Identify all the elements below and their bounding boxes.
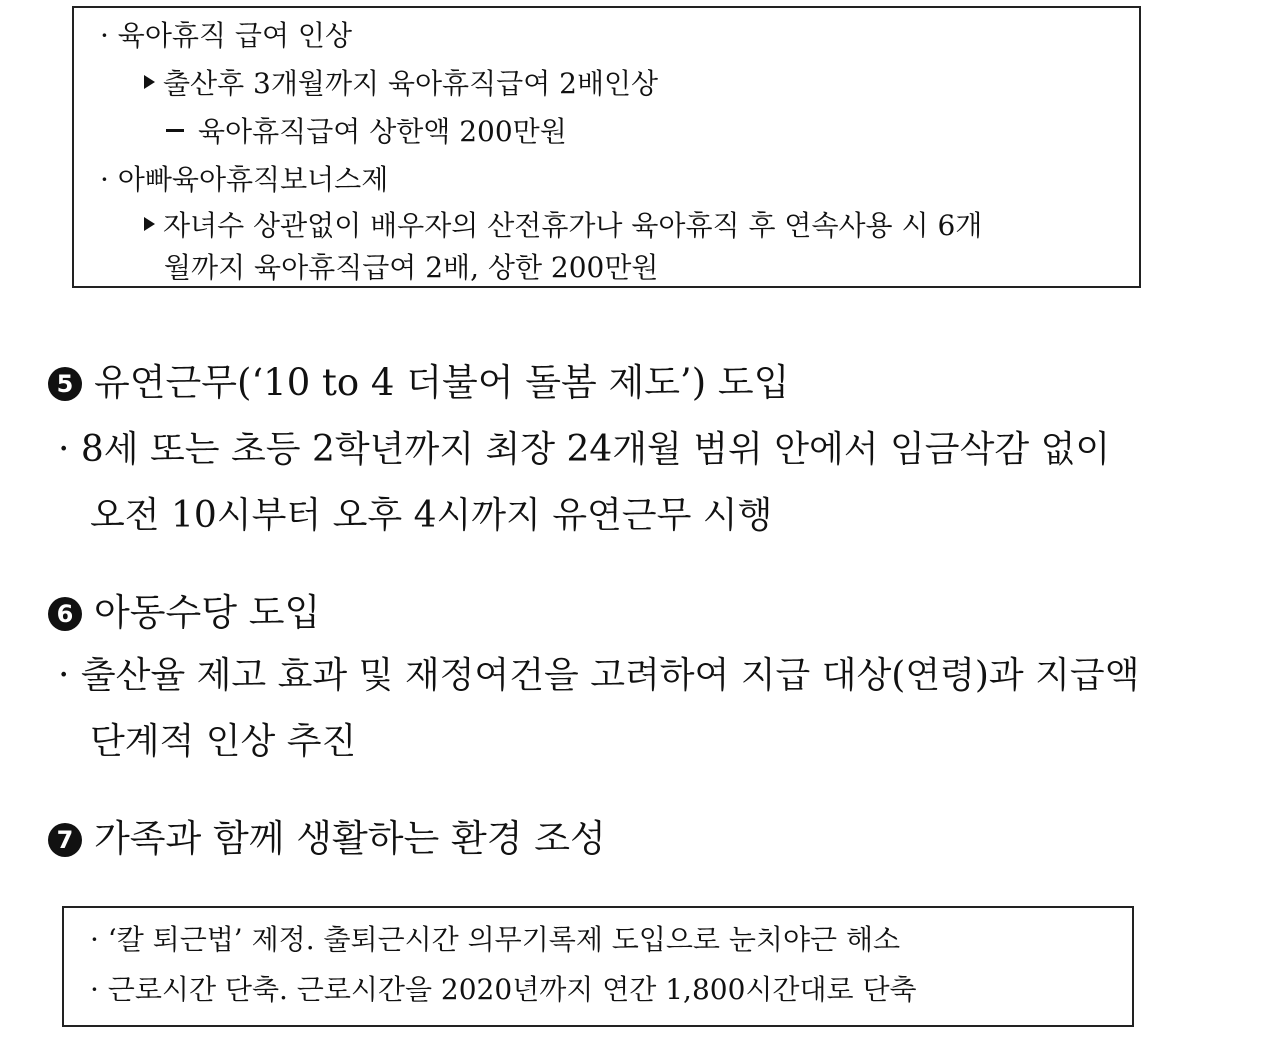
bullet-text: · 육아휴직 급여 인상 [100,19,352,52]
body-text: 오전 10시부터 오후 4시까지 유연근무 시행 [90,495,773,536]
sub-item-text: 자녀수 상관없이 배우자의 산전휴가나 육아휴직 후 연속사용 시 6개 [163,209,983,242]
body-text: 단계적 인상 추진 [90,721,357,762]
bullet-working-hours-reduction [90,973,917,1006]
section-heading-flexible-work [48,361,790,404]
sub-item-text: 육아휴직급여 상한액 200만원 [198,115,567,148]
section-body-line [90,495,773,536]
summary-box-parental-leave [72,6,1141,288]
section-body-line [58,655,1140,696]
circled-number-icon: 7 [48,823,82,857]
body-text: · 8세 또는 초등 2학년까지 최장 24개월 범위 안에서 임금삭감 없이 [58,429,1111,470]
summary-box-work-hours [62,906,1134,1027]
bullet-parental-leave-pay [100,19,352,52]
sub-item-daddy-bonus-line2 [164,251,659,284]
triangle-bullet-icon [144,75,155,89]
section-body-line [58,429,1111,470]
sub-item-pay-double [144,67,659,100]
dash-bullet-icon [166,129,184,132]
section-title: 가족과 함께 생활하는 환경 조성 [94,817,606,860]
bullet-text: · ‘칼 퇴근법’ 제정. 출퇴근시간 의무기록제 도입으로 눈치야근 해소 [90,923,901,956]
section-heading-child-allowance [48,591,321,634]
bullet-clock-out-law [90,923,901,956]
circled-number-icon: 6 [48,597,82,631]
section-body-line [90,721,357,762]
section-title: 유연근무(‘10 to 4 더불어 돌봄 제도’) 도입 [94,361,790,404]
sub-item-daddy-bonus-line1 [144,209,983,242]
bullet-daddy-bonus [100,163,389,196]
body-text: · 출산율 제고 효과 및 재정여건을 고려하여 지급 대상(연령)과 지급액 [58,655,1140,696]
sub-item-text: 월까지 육아휴직급여 2배, 상한 200만원 [164,251,659,284]
triangle-bullet-icon [144,217,155,231]
section-heading-family-environment [48,817,606,860]
sub-item-text: 출산후 3개월까지 육아휴직급여 2배인상 [163,67,659,100]
sub-item-pay-cap [166,115,567,148]
circled-number-icon: 5 [48,367,82,401]
section-title: 아동수당 도입 [94,591,321,634]
bullet-text: · 근로시간 단축. 근로시간을 2020년까지 연간 1,800시간대로 단축 [90,973,917,1006]
bullet-text: · 아빠육아휴직보너스제 [100,163,389,196]
